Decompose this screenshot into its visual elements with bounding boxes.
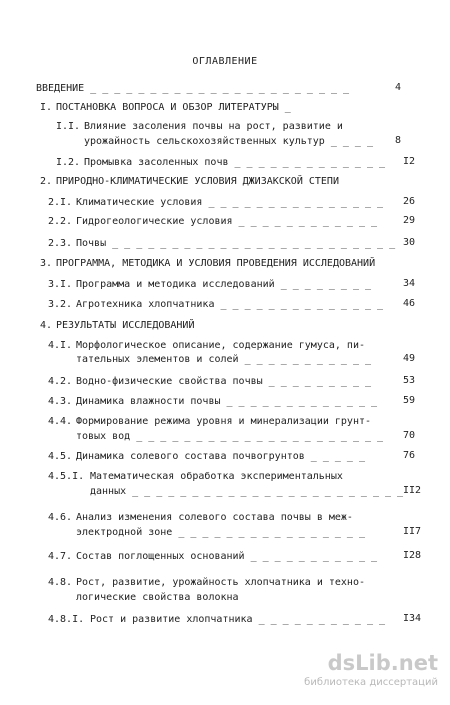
watermark-logo: dsLib.net (327, 651, 438, 675)
toc-entry-number: 3.2. (48, 299, 73, 310)
toc-entry-page: 30 (403, 237, 416, 248)
toc-entry-title: Почвы _ _ _ _ _ _ _ _ _ _ _ _ _ _ _ _ _ _ _ _ _ _ _ _ (76, 238, 396, 249)
toc-entry-page: I2 (403, 156, 416, 167)
toc-entry-title: Влияние засоления почвы на рост, развитие и (84, 121, 343, 132)
toc-entry-number: I.2. (56, 157, 81, 168)
toc-entry-page: 8 (395, 135, 402, 146)
toc-entry-page: I28 (403, 550, 422, 561)
toc-entry-title: Математическая обработка экспериментальных (90, 471, 343, 482)
toc-entry-number: 4.4. (48, 416, 73, 427)
toc-entry-page: 53 (403, 375, 416, 386)
toc-entry-title: РЕЗУЛЬТАТЫ ИССЛЕДОВАНИЙ (56, 320, 195, 331)
toc-entry-page: II7 (403, 526, 422, 537)
toc-entry-title-continued: товых вод _ _ _ _ _ _ _ _ _ _ _ _ _ _ _ _ _ _ _ _ _ (76, 431, 384, 442)
watermark-tagline: библиотека диссертаций (304, 677, 438, 688)
toc-entry-title: ВВЕДЕНИЕ _ _ _ _ _ _ _ _ _ _ _ _ _ _ _ _ _ _ _ _ _ _ (36, 83, 350, 94)
toc-entry-page: 59 (403, 395, 416, 406)
toc-entry-title: Динамика солевого состава почвогрунтов _ _ _ _ _ (76, 451, 365, 462)
toc-entry-title: ПОСТАНОВКА ВОПРОСА И ОБЗОР ЛИТЕРАТУРЫ _ (56, 102, 291, 113)
toc-entry-number: 2.I. (48, 197, 73, 208)
toc-entry-title: Рост, развитие, урожайность хлопчатника и техно- (76, 577, 365, 588)
toc-entry-number: 3.I. (48, 279, 73, 290)
toc-entry-page: II2 (403, 485, 422, 496)
toc-entry-title: Водно-физические свойства почвы _ _ _ _ _ _ _ _ _ (76, 376, 372, 387)
toc-entry-page: 49 (403, 353, 416, 364)
toc-entry-number: 2.3. (48, 238, 73, 249)
toc-entry-title: ПРОГРАММА, МЕТОДИКА И УСЛОВИЯ ПРОВЕДЕНИЯ ИССЛЕДОВАНИЙ (56, 258, 376, 269)
toc-entry-number: I.I. (56, 121, 81, 132)
toc-entry-title: Агротехника хлопчатника _ _ _ _ _ _ _ _ _ _ _ _ _ _ (76, 299, 384, 310)
toc-entry-page: I34 (403, 613, 422, 624)
toc-entry-title: Промывка засоленных почв _ _ _ _ _ _ _ _ _ _ _ _ _ (84, 157, 386, 168)
toc-entry-page: 26 (403, 196, 416, 207)
toc-entry-number: 4.6. (48, 512, 73, 523)
watermark (238, 651, 438, 691)
toc-entry-number: 4.5. (48, 451, 73, 462)
toc-entry-page: 34 (403, 278, 416, 289)
toc-entry-number: I. (40, 102, 53, 113)
toc-entry-title: Программа и методика исследований _ _ _ _ _ _ _ _ (76, 279, 372, 290)
toc-entry-number: 2.2. (48, 216, 73, 227)
toc-entry-title: ПРИРОДНО-КЛИМАТИЧЕСКИЕ УСЛОВИЯ ДЖИЗАКСКОЙ СТЕПИ (56, 176, 339, 187)
toc-entry-number: 4.3. (48, 396, 73, 407)
toc-entry-page: 46 (403, 298, 416, 309)
toc-entry-page: 4 (395, 82, 402, 93)
toc-entry-title-continued: тательных элементов и солей _ _ _ _ _ _ _ _ _ _ _ (76, 354, 372, 365)
toc-title: ОГЛАВЛЕНИЕ (192, 56, 258, 67)
toc-entry-title: Динамика влажности почвы _ _ _ _ _ _ _ _ _ _ _ _ _ (76, 396, 378, 407)
toc-entry-title: Анализ изменения солевого состава почвы в меж- (76, 512, 353, 523)
toc-entry-title-continued: данных _ _ _ _ _ _ _ _ _ _ _ _ _ _ _ _ _ _ _ _ _ _ _ (90, 486, 404, 497)
toc-entry-number: 4.7. (48, 551, 73, 562)
toc-entry-page: 70 (403, 430, 416, 441)
toc-entry-title: Рост и развитие хлопчатника _ _ _ _ _ _ _ _ _ _ _ (90, 614, 386, 625)
toc-entry-number: 4.8. (48, 577, 73, 588)
toc-entry-title-continued: логические свойства волокна (76, 592, 239, 603)
toc-entry-title: Климатические условия _ _ _ _ _ _ _ _ _ _ _ _ _ _ _ (76, 197, 384, 208)
toc-entry-title-continued: урожайность сельскохозяйственных культур _ _ _ _ (84, 136, 373, 147)
toc-entry-number: 4.5.I. (48, 471, 85, 482)
toc-entry-title-continued: электродной зоне _ _ _ _ _ _ _ _ _ _ _ _ _ _ _ _ (76, 527, 365, 538)
toc-entry-page: 76 (403, 450, 416, 461)
toc-entry-number: 4.8.I. (48, 614, 85, 625)
toc-entry-number: 2. (40, 176, 53, 187)
toc-entry-number: 4.I. (48, 340, 73, 351)
toc-entry-title: Гидрогеологические условия _ _ _ _ _ _ _ _ _ _ _ _ (76, 216, 378, 227)
toc-entry-page: 29 (403, 215, 416, 226)
toc-entry-title: Состав поглощенных оснований _ _ _ _ _ _ _ _ _ _ _ (76, 551, 378, 562)
toc-entry-title: Формирование режима уровня и минерализации грунт- (76, 416, 372, 427)
toc-entry-number: 4.2. (48, 376, 73, 387)
toc-entry-title: Морфологическое описание, содержание гумуса, пи- (76, 340, 365, 351)
toc-entry-number: 4. (40, 320, 53, 331)
toc-entry-number: 3. (40, 258, 53, 269)
